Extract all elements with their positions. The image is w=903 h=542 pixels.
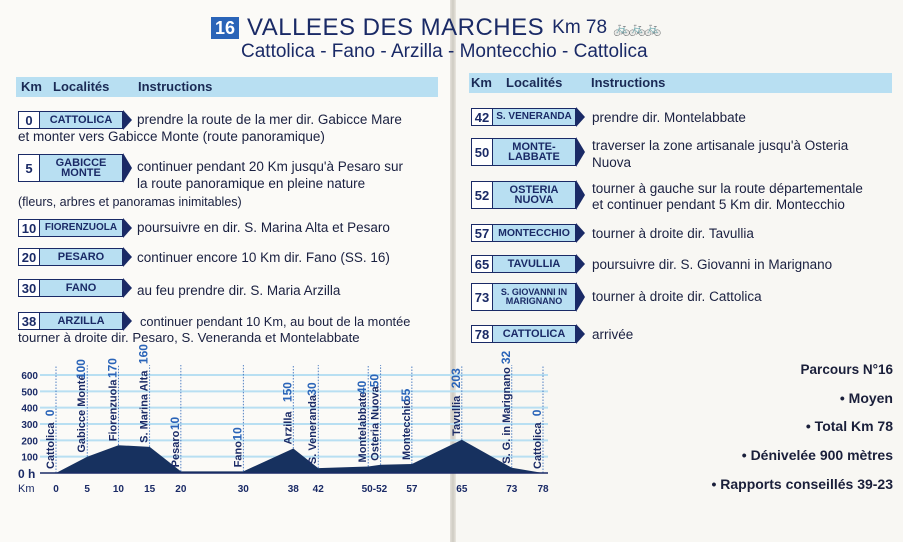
elevation-profile-chart [0,344,560,505]
route-number-badge: 16 [211,17,239,39]
x-axis-ticks [53,484,549,495]
stage-tag [18,248,132,266]
x-tick-label: 65 [456,484,468,495]
stage-locality: CATTOLICA [40,111,123,129]
recommended-gears: • Rapports conseillés 39-23 [711,476,893,492]
locality-altitude: 170 [105,358,120,379]
locality-label [105,358,119,442]
stage-instruction: continuer pendant 20 Km jusqu'à Pesaro sur [137,159,403,174]
route-name: VALLEES DES MARCHES [247,14,545,41]
stage-instruction: la route panoramique en pleine nature [137,176,366,191]
x-tick-label: 20 [175,484,187,495]
stage-instruction: Nuova [592,155,632,170]
header-km: Km [471,75,492,90]
arrow-right-icon [123,218,132,238]
arrow-right-icon [576,107,585,127]
stage-locality: CATTOLICA [493,325,576,343]
header-locality: Localités [506,75,563,90]
locality-altitude: 0 [530,409,544,417]
stage-instruction: poursuivre en dir. S. Marina Alta et Pesaro [137,220,390,235]
stage-instruction: et monter vers Gabicce Monte (route panoramique) [18,129,325,144]
stage-tag [18,312,132,330]
stage-km: 57 [471,224,493,242]
header-locality: Localités [53,79,110,94]
locality-label [230,427,244,467]
x-tick-label: 30 [237,484,249,495]
route-distance: Km 78 [552,17,608,38]
stage-instruction: (fleurs, arbres et panoramas inimitables) [18,195,242,209]
locality-label [355,380,369,462]
arrow-right-icon [123,153,132,183]
elevation-gain: • Dénivelée 900 mètres [741,447,893,463]
locality-label [499,350,513,463]
stage-km: 20 [18,248,40,266]
stage-locality: TAVULLIA [493,255,576,273]
stage-tag [471,224,585,242]
stage-instruction: tourner à droite dir. Cattolica [592,289,762,304]
stage-locality: ARZILLA [40,312,123,330]
locality-name: Montecchio [400,398,413,461]
stage-locality: S. GIOVANNI IN MARIGNANO [493,283,576,311]
arrow-right-icon [576,254,585,274]
stage-instruction: au feu prendre dir. S. Maria Arzilla [137,283,341,298]
stage-km: 73 [471,283,493,311]
x-tick-label: 57 [406,484,418,495]
locality-label [43,409,57,469]
stage-km: 0 [18,111,40,129]
stage-tag [471,138,585,166]
stage-tag [471,108,585,126]
stage-tag [471,325,585,343]
parcours-number: Parcours N°16 [800,362,893,377]
y-tick-label: 500 [21,387,38,399]
header-instructions: Instructions [591,75,666,90]
locality-name: Gabicce Monte [76,374,89,453]
arrow-right-icon [576,324,585,344]
locality-altitude: 10 [167,416,182,431]
stage-locality: PESARO [40,248,123,266]
locality-name: S. G. in Marignano [500,367,513,464]
locality-altitude: 203 [448,368,463,389]
locality-name: Arzilla [282,411,295,445]
locality-name: Tavullia [450,395,463,436]
stage-locality: FANO [40,279,123,297]
locality-altitude: 55 [398,388,413,403]
stage-instruction: tourner à droite dir. Tavullia [592,226,754,241]
x-tick-label: 42 [312,484,324,495]
stage-km: 78 [471,325,493,343]
locality-label [280,382,294,445]
x-tick-label: 50-52 [361,484,388,495]
header-km: Km [21,79,42,94]
stage-instruction: tourner à gauche sur la route départementale [592,181,863,196]
left-table-header [16,77,438,97]
y-tick-label: 100 [21,452,38,464]
stage-locality: S. VENERANDA [493,108,576,126]
arrow-right-icon [123,247,132,267]
arrow-right-icon [576,223,585,243]
locality-altitude: 32 [498,350,513,365]
x-tick-label: 0 [53,484,59,495]
locality-name: Cattolica [45,422,57,469]
stage-instruction: poursuivre dir. S. Giovanni in Marignano [592,257,833,272]
x-tick-label: 38 [287,484,299,495]
stage-km: 42 [471,108,493,126]
locality-label [305,382,319,464]
y-tick-label: 300 [21,420,38,431]
right-table-header [469,73,892,93]
stage-tag [471,283,585,311]
stage-locality: FIORENZUOLA [40,219,123,237]
stage-instruction: continuer encore 10 Km dir. Fano (SS. 16) [137,250,390,265]
locality-name: Cattolica [532,422,544,469]
stage-locality: GABICCE MONTE [40,154,123,182]
locality-altitude: 10 [230,427,245,441]
route-title [211,13,659,43]
locality-altitude: 160 [136,344,151,365]
stage-km: 38 [18,312,40,330]
total-distance: • Total Km 78 [805,418,893,434]
stage-km: 50 [471,138,493,166]
x-tick-label: 5 [84,484,90,495]
stage-km: 65 [471,255,493,273]
elevation-area [56,440,543,473]
stage-instruction: prendre dir. Montelabbate [592,110,746,125]
arrow-right-icon [576,282,585,312]
arrow-right-icon [123,278,132,298]
route-subtitle: Cattolica - Fano - Arzilla - Montecchio - Cattolica [241,41,648,62]
y-tick-label: 200 [21,436,38,448]
x-tick-label: 78 [537,484,549,495]
stage-tag [18,279,132,297]
stage-tag [471,181,585,209]
locality-altitude: 40 [355,380,370,395]
x-tick-label: 73 [506,484,518,495]
bicycle-icon: 🚲🚲🚲 [613,19,660,36]
locality-altitude: 150 [280,382,295,403]
stage-locality: OSTERIA NUOVA [493,181,576,209]
arrow-right-icon [123,110,132,130]
locality-label [74,359,88,453]
locality-label [168,416,182,467]
stage-locality: MONTECCHIO [493,224,576,242]
y-tick-label: 400 [21,403,38,415]
header-instructions: Instructions [138,79,213,94]
x-axis-label: Km [18,483,35,495]
locality-altitude: 0 [43,409,57,417]
locality-name: Osteria Nuova [369,386,382,461]
arrow-right-icon [123,311,132,331]
y-axis-ticks [21,371,38,464]
locality-altitude: 100 [74,359,89,380]
locality-name: Montelabbate [357,391,370,463]
stage-tag [18,219,132,237]
locality-label [368,374,382,461]
locality-name: Fiorenzuola [107,379,120,442]
locality-altitude: 50 [367,373,382,388]
stage-km: 30 [18,279,40,297]
arrow-right-icon [576,137,585,167]
locality-label [530,409,544,469]
x-tick-label: 10 [112,484,124,495]
stage-tag [18,154,132,182]
locality-label [399,388,413,460]
difficulty-level: • Moyen [839,390,893,406]
stage-tag [471,255,585,273]
locality-label [137,344,151,443]
locality-name: Fano [232,441,245,468]
locality-name: S. Marina Alta [138,370,151,443]
y-unit-label: 0 h [18,467,36,481]
stage-km: 5 [18,154,40,182]
stage-tag [18,111,132,129]
locality-name: S. Veneranda [307,395,320,465]
locality-name: Pesaro [169,430,182,468]
stage-km: 10 [18,219,40,237]
stage-instruction: prendre la route de la mer dir. Gabicce Mare [137,112,402,127]
stage-km: 52 [471,181,493,209]
locality-label [449,368,463,436]
arrow-right-icon [576,180,585,210]
stage-instruction: traverser la zone artisanale jusqu'à Osteria [592,138,849,153]
x-tick-label: 15 [144,484,156,495]
stage-instruction: tourner à droite dir. Pesaro, S. Veneranda et Montelabbate [18,330,360,345]
locality-altitude: 30 [305,382,320,396]
y-tick-label: 600 [21,371,38,382]
stage-instruction: continuer pendant 10 Km, au bout de la montée [140,314,411,329]
stage-instruction: arrivée [592,327,634,342]
stage-instruction: et continuer pendant 5 Km dir. Montecchio [592,197,845,212]
stage-locality: MONTE-LABBATE [493,138,576,166]
